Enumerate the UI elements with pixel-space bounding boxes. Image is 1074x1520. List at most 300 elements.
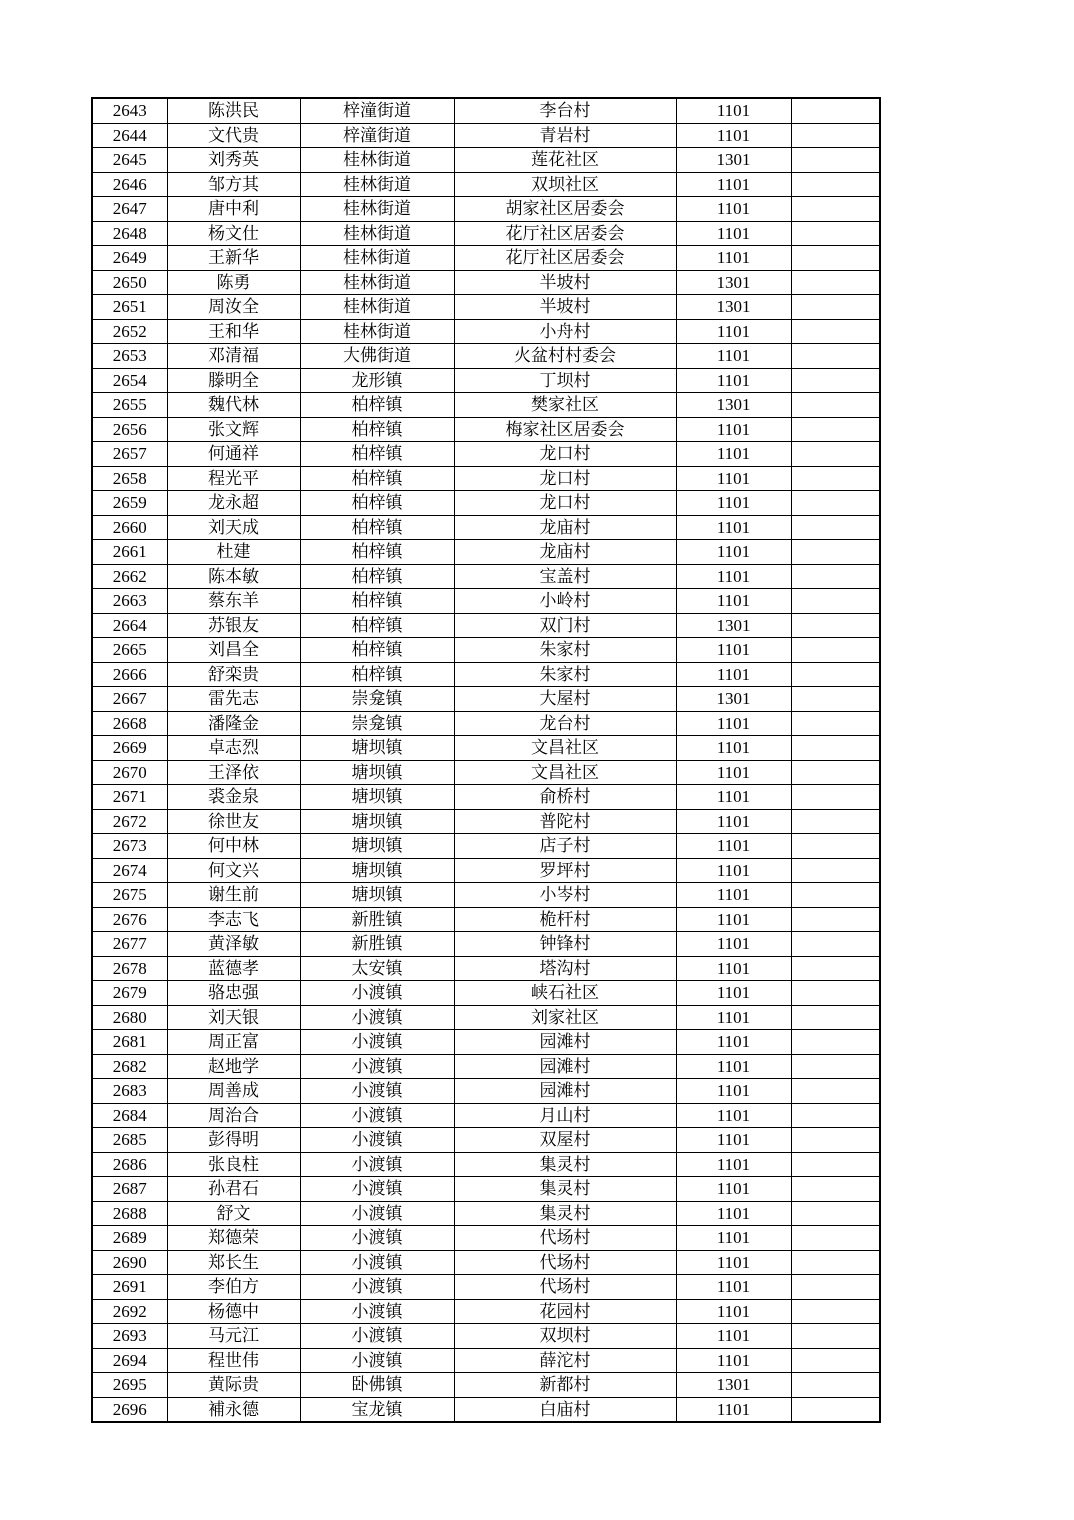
cell-village: 樊家社区 (454, 393, 676, 418)
cell-name: 刘天银 (167, 1005, 300, 1030)
cell-note (791, 981, 880, 1006)
cell-number: 2680 (92, 1005, 167, 1030)
cell-name: 马元江 (167, 1324, 300, 1349)
cell-number: 2643 (92, 98, 167, 123)
cell-number: 2660 (92, 515, 167, 540)
cell-note (791, 638, 880, 663)
cell-street: 柏梓镇 (300, 564, 454, 589)
cell-village: 双屋村 (454, 1128, 676, 1153)
cell-name: 张良柱 (167, 1152, 300, 1177)
table-row (92, 1397, 880, 1422)
cell-street: 梓潼街道 (300, 98, 454, 123)
cell-code: 1301 (676, 613, 791, 638)
cell-village: 钟锋村 (454, 932, 676, 957)
cell-street: 小渡镇 (300, 1275, 454, 1300)
cell-note (791, 1397, 880, 1422)
cell-name: 滕明全 (167, 368, 300, 393)
cell-village: 花厅社区居委会 (454, 221, 676, 246)
cell-note (791, 687, 880, 712)
cell-name: 谢生前 (167, 883, 300, 908)
cell-village: 龙口村 (454, 491, 676, 516)
cell-name: 王和华 (167, 319, 300, 344)
cell-name: 唐中利 (167, 197, 300, 222)
cell-street: 桂林街道 (300, 246, 454, 271)
cell-number: 2647 (92, 197, 167, 222)
cell-street: 柏梓镇 (300, 662, 454, 687)
table-row (92, 393, 880, 418)
table-row (92, 344, 880, 369)
cell-name: 陈本敏 (167, 564, 300, 589)
cell-number: 2679 (92, 981, 167, 1006)
cell-number: 2651 (92, 295, 167, 320)
cell-note (791, 1299, 880, 1324)
cell-name: 龙永超 (167, 491, 300, 516)
cell-village: 半坡村 (454, 270, 676, 295)
cell-note (791, 368, 880, 393)
cell-street: 小渡镇 (300, 981, 454, 1006)
cell-code: 1101 (676, 809, 791, 834)
cell-note (791, 1054, 880, 1079)
table-row (92, 589, 880, 614)
cell-village: 大屋村 (454, 687, 676, 712)
cell-street: 桂林街道 (300, 270, 454, 295)
cell-note (791, 1079, 880, 1104)
cell-note (791, 466, 880, 491)
table-row (92, 1373, 880, 1398)
cell-code: 1101 (676, 515, 791, 540)
table-row (92, 834, 880, 859)
table-row (92, 1348, 880, 1373)
cell-street: 太安镇 (300, 956, 454, 981)
cell-note (791, 1128, 880, 1153)
cell-street: 新胜镇 (300, 932, 454, 957)
cell-name: 舒栾贵 (167, 662, 300, 687)
cell-street: 塘坝镇 (300, 736, 454, 761)
cell-street: 柏梓镇 (300, 515, 454, 540)
cell-name: 李志飞 (167, 907, 300, 932)
cell-code: 1101 (676, 638, 791, 663)
cell-number: 2671 (92, 785, 167, 810)
cell-number: 2656 (92, 417, 167, 442)
cell-number: 2646 (92, 172, 167, 197)
table-row (92, 1103, 880, 1128)
table-row (92, 295, 880, 320)
cell-code: 1101 (676, 981, 791, 1006)
table-row (92, 1079, 880, 1104)
cell-code: 1101 (676, 1128, 791, 1153)
cell-code: 1101 (676, 1177, 791, 1202)
cell-number: 2653 (92, 344, 167, 369)
cell-name: 孙君石 (167, 1177, 300, 1202)
cell-village: 月山村 (454, 1103, 676, 1128)
cell-street: 卧佛镇 (300, 1373, 454, 1398)
cell-village: 代场村 (454, 1250, 676, 1275)
table-row (92, 858, 880, 883)
cell-number: 2666 (92, 662, 167, 687)
cell-note (791, 932, 880, 957)
cell-number: 2673 (92, 834, 167, 859)
table-row (92, 638, 880, 663)
cell-note (791, 319, 880, 344)
cell-code: 1101 (676, 1348, 791, 1373)
cell-street: 柏梓镇 (300, 613, 454, 638)
cell-street: 柏梓镇 (300, 540, 454, 565)
cell-village: 集灵村 (454, 1201, 676, 1226)
cell-number: 2644 (92, 123, 167, 148)
cell-note (791, 1177, 880, 1202)
cell-village: 文昌社区 (454, 736, 676, 761)
cell-name: 周善成 (167, 1079, 300, 1104)
cell-note (791, 834, 880, 859)
cell-note (791, 491, 880, 516)
cell-village: 峡石社区 (454, 981, 676, 1006)
cell-code: 1101 (676, 907, 791, 932)
cell-name: 刘昌全 (167, 638, 300, 663)
table-row (92, 932, 880, 957)
cell-village: 代场村 (454, 1275, 676, 1300)
cell-village: 小岑村 (454, 883, 676, 908)
cell-village: 代场村 (454, 1226, 676, 1251)
cell-code: 1101 (676, 1103, 791, 1128)
cell-village: 龙庙村 (454, 540, 676, 565)
cell-code: 1101 (676, 1324, 791, 1349)
cell-street: 柏梓镇 (300, 442, 454, 467)
cell-name: 郑长生 (167, 1250, 300, 1275)
cell-street: 塘坝镇 (300, 858, 454, 883)
cell-village: 园滩村 (454, 1030, 676, 1055)
cell-street: 崇龛镇 (300, 711, 454, 736)
cell-note (791, 344, 880, 369)
cell-name: 彭得明 (167, 1128, 300, 1153)
cell-street: 小渡镇 (300, 1226, 454, 1251)
cell-village: 刘家社区 (454, 1005, 676, 1030)
table-row (92, 687, 880, 712)
cell-name: 杜建 (167, 540, 300, 565)
cell-code: 1101 (676, 1226, 791, 1251)
cell-name: 文代贵 (167, 123, 300, 148)
table-row (92, 123, 880, 148)
cell-street: 桂林街道 (300, 295, 454, 320)
cell-village: 莲花社区 (454, 148, 676, 173)
table-row (92, 466, 880, 491)
table-row (92, 1299, 880, 1324)
table-row (92, 662, 880, 687)
table-row (92, 564, 880, 589)
cell-name: 杨文仕 (167, 221, 300, 246)
table-row (92, 1005, 880, 1030)
cell-code: 1101 (676, 246, 791, 271)
cell-name: 邹方其 (167, 172, 300, 197)
cell-village: 俞桥村 (454, 785, 676, 810)
cell-number: 2683 (92, 1079, 167, 1104)
cell-code: 1101 (676, 221, 791, 246)
cell-name: 邓清福 (167, 344, 300, 369)
cell-street: 柏梓镇 (300, 491, 454, 516)
cell-name: 王泽依 (167, 760, 300, 785)
cell-village: 李台村 (454, 98, 676, 123)
cell-code: 1101 (676, 760, 791, 785)
cell-village: 白庙村 (454, 1397, 676, 1422)
cell-street: 小渡镇 (300, 1177, 454, 1202)
table-row (92, 809, 880, 834)
cell-street: 小渡镇 (300, 1054, 454, 1079)
cell-code: 1101 (676, 589, 791, 614)
cell-code: 1101 (676, 1005, 791, 1030)
cell-note (791, 589, 880, 614)
cell-note (791, 858, 880, 883)
cell-note (791, 172, 880, 197)
cell-number: 2654 (92, 368, 167, 393)
table-row (92, 148, 880, 173)
cell-number: 2652 (92, 319, 167, 344)
cell-street: 梓潼街道 (300, 123, 454, 148)
cell-village: 双坝社区 (454, 172, 676, 197)
cell-street: 大佛街道 (300, 344, 454, 369)
cell-street: 小渡镇 (300, 1030, 454, 1055)
cell-name: 裘金泉 (167, 785, 300, 810)
cell-number: 2681 (92, 1030, 167, 1055)
cell-name: 補永德 (167, 1397, 300, 1422)
table-row (92, 98, 880, 123)
cell-number: 2662 (92, 564, 167, 589)
cell-note (791, 613, 880, 638)
cell-village: 龙庙村 (454, 515, 676, 540)
cell-name: 潘隆金 (167, 711, 300, 736)
cell-village: 花园村 (454, 1299, 676, 1324)
cell-village: 半坡村 (454, 295, 676, 320)
table-row (92, 172, 880, 197)
cell-name: 程光平 (167, 466, 300, 491)
table-row (92, 785, 880, 810)
cell-name: 蓝德孝 (167, 956, 300, 981)
cell-village: 薛沱村 (454, 1348, 676, 1373)
cell-code: 1101 (676, 1152, 791, 1177)
cell-name: 陈勇 (167, 270, 300, 295)
cell-name: 魏代林 (167, 393, 300, 418)
table-row (92, 981, 880, 1006)
table-row (92, 540, 880, 565)
cell-note (791, 564, 880, 589)
cell-street: 桂林街道 (300, 319, 454, 344)
cell-village: 店子村 (454, 834, 676, 859)
cell-name: 刘秀英 (167, 148, 300, 173)
cell-street: 宝龙镇 (300, 1397, 454, 1422)
cell-number: 2694 (92, 1348, 167, 1373)
cell-code: 1101 (676, 1275, 791, 1300)
cell-street: 柏梓镇 (300, 417, 454, 442)
cell-code: 1101 (676, 442, 791, 467)
cell-village: 小岭村 (454, 589, 676, 614)
cell-number: 2658 (92, 466, 167, 491)
cell-street: 小渡镇 (300, 1324, 454, 1349)
cell-note (791, 956, 880, 981)
cell-name: 陈洪民 (167, 98, 300, 123)
cell-name: 刘天成 (167, 515, 300, 540)
cell-note (791, 123, 880, 148)
cell-village: 花厅社区居委会 (454, 246, 676, 271)
cell-street: 小渡镇 (300, 1079, 454, 1104)
cell-note (791, 711, 880, 736)
cell-street: 塘坝镇 (300, 834, 454, 859)
cell-village: 胡家社区居委会 (454, 197, 676, 222)
cell-note (791, 1275, 880, 1300)
cell-village: 火盆村村委会 (454, 344, 676, 369)
cell-street: 小渡镇 (300, 1348, 454, 1373)
table-row (92, 1324, 880, 1349)
cell-code: 1101 (676, 319, 791, 344)
cell-code: 1101 (676, 197, 791, 222)
cell-village: 集灵村 (454, 1177, 676, 1202)
cell-code: 1101 (676, 883, 791, 908)
table-row (92, 368, 880, 393)
cell-code: 1101 (676, 417, 791, 442)
cell-street: 新胜镇 (300, 907, 454, 932)
table-row (92, 1250, 880, 1275)
cell-number: 2668 (92, 711, 167, 736)
cell-street: 塘坝镇 (300, 760, 454, 785)
cell-code: 1101 (676, 1250, 791, 1275)
cell-code: 1101 (676, 540, 791, 565)
cell-code: 1101 (676, 932, 791, 957)
cell-number: 2684 (92, 1103, 167, 1128)
cell-street: 柏梓镇 (300, 589, 454, 614)
cell-name: 舒文 (167, 1201, 300, 1226)
cell-number: 2648 (92, 221, 167, 246)
table-row (92, 736, 880, 761)
cell-number: 2692 (92, 1299, 167, 1324)
cell-code: 1101 (676, 956, 791, 981)
cell-number: 2672 (92, 809, 167, 834)
cell-street: 桂林街道 (300, 197, 454, 222)
cell-number: 2669 (92, 736, 167, 761)
cell-name: 郑德荣 (167, 1226, 300, 1251)
table-row (92, 491, 880, 516)
cell-street: 小渡镇 (300, 1103, 454, 1128)
cell-name: 徐世友 (167, 809, 300, 834)
cell-code: 1101 (676, 785, 791, 810)
cell-number: 2695 (92, 1373, 167, 1398)
cell-name: 卓志烈 (167, 736, 300, 761)
cell-name: 黄泽敏 (167, 932, 300, 957)
cell-village: 园滩村 (454, 1079, 676, 1104)
cell-village: 龙口村 (454, 466, 676, 491)
cell-village: 塔沟村 (454, 956, 676, 981)
table-row (92, 221, 880, 246)
table-row (92, 1226, 880, 1251)
cell-village: 朱家村 (454, 662, 676, 687)
cell-number: 2665 (92, 638, 167, 663)
table-row (92, 1152, 880, 1177)
cell-number: 2664 (92, 613, 167, 638)
cell-number: 2661 (92, 540, 167, 565)
cell-code: 1101 (676, 98, 791, 123)
cell-street: 柏梓镇 (300, 466, 454, 491)
cell-code: 1101 (676, 662, 791, 687)
cell-village: 文昌社区 (454, 760, 676, 785)
cell-code: 1101 (676, 491, 791, 516)
cell-street: 桂林街道 (300, 172, 454, 197)
cell-code: 1101 (676, 564, 791, 589)
cell-code: 1301 (676, 393, 791, 418)
cell-number: 2685 (92, 1128, 167, 1153)
cell-note (791, 883, 880, 908)
cell-note (791, 736, 880, 761)
cell-note (791, 662, 880, 687)
cell-number: 2686 (92, 1152, 167, 1177)
cell-code: 1101 (676, 1030, 791, 1055)
cell-note (791, 270, 880, 295)
table-row (92, 760, 880, 785)
cell-note (791, 1103, 880, 1128)
cell-number: 2667 (92, 687, 167, 712)
table-row (92, 1201, 880, 1226)
table-row (92, 1030, 880, 1055)
cell-number: 2689 (92, 1226, 167, 1251)
cell-note (791, 1201, 880, 1226)
table-row (92, 1275, 880, 1300)
cell-number: 2663 (92, 589, 167, 614)
table-row (92, 515, 880, 540)
cell-code: 1101 (676, 344, 791, 369)
cell-street: 崇龛镇 (300, 687, 454, 712)
data-table (91, 97, 881, 1423)
cell-name: 骆忠强 (167, 981, 300, 1006)
cell-village: 青岩村 (454, 123, 676, 148)
cell-name: 苏银友 (167, 613, 300, 638)
table-row (92, 883, 880, 908)
cell-code: 1101 (676, 1397, 791, 1422)
cell-name: 雷先志 (167, 687, 300, 712)
cell-street: 桂林街道 (300, 148, 454, 173)
table-row (92, 907, 880, 932)
cell-street: 小渡镇 (300, 1299, 454, 1324)
cell-name: 王新华 (167, 246, 300, 271)
cell-street: 桂林街道 (300, 221, 454, 246)
cell-name: 张文辉 (167, 417, 300, 442)
cell-note (791, 246, 880, 271)
cell-street: 龙形镇 (300, 368, 454, 393)
cell-name: 周治合 (167, 1103, 300, 1128)
cell-number: 2687 (92, 1177, 167, 1202)
cell-street: 小渡镇 (300, 1201, 454, 1226)
cell-note (791, 1373, 880, 1398)
cell-street: 柏梓镇 (300, 393, 454, 418)
cell-name: 程世伟 (167, 1348, 300, 1373)
cell-number: 2696 (92, 1397, 167, 1422)
cell-code: 1301 (676, 148, 791, 173)
cell-note (791, 809, 880, 834)
cell-code: 1301 (676, 687, 791, 712)
cell-note (791, 197, 880, 222)
cell-code: 1101 (676, 466, 791, 491)
cell-street: 塘坝镇 (300, 809, 454, 834)
table-body (92, 98, 880, 1422)
cell-note (791, 515, 880, 540)
cell-number: 2676 (92, 907, 167, 932)
cell-village: 桅杆村 (454, 907, 676, 932)
cell-street: 小渡镇 (300, 1128, 454, 1153)
cell-note (791, 1005, 880, 1030)
cell-village: 普陀村 (454, 809, 676, 834)
cell-note (791, 1348, 880, 1373)
table-row (92, 417, 880, 442)
table-row (92, 246, 880, 271)
cell-village: 朱家村 (454, 638, 676, 663)
cell-note (791, 907, 880, 932)
cell-note (791, 540, 880, 565)
cell-note (791, 442, 880, 467)
table-row (92, 1177, 880, 1202)
